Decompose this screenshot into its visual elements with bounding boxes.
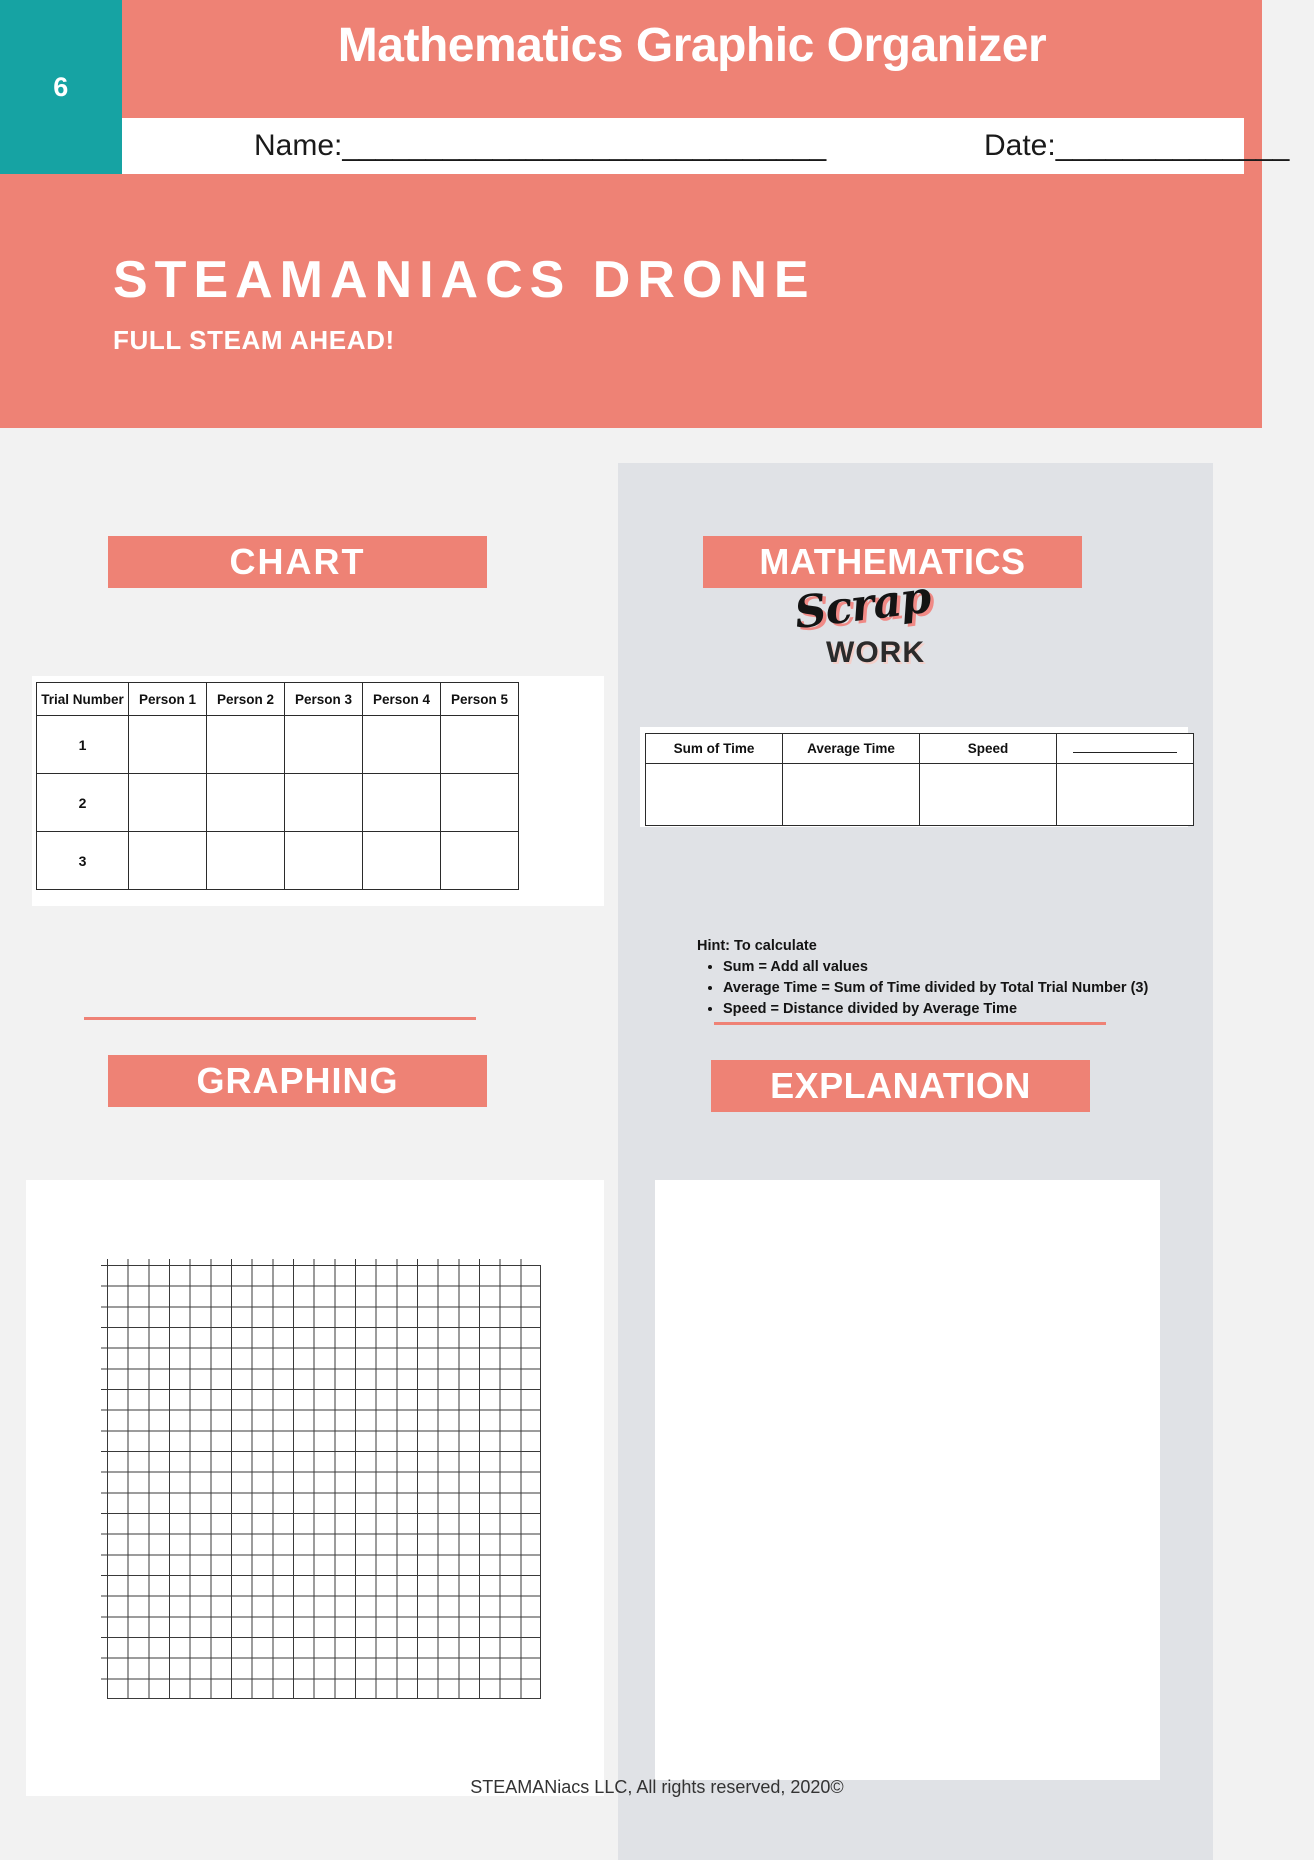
- chart-cell-r3c4[interactable]: [363, 832, 441, 890]
- chart-cell-r1c2[interactable]: [207, 716, 285, 774]
- table-row: [646, 764, 1194, 826]
- math-col-sum-of-time: Sum of Time: [646, 734, 783, 764]
- scrap-work-logo: [790, 571, 1010, 670]
- table-row: [37, 716, 519, 774]
- math-cell-sum-of-time[interactable]: [646, 764, 783, 826]
- hint-list: [723, 957, 1149, 1020]
- section-header-mathematics: MATHEMATICS: [703, 536, 1082, 588]
- math-cell-speed[interactable]: [920, 764, 1057, 826]
- section-header-graphing: GRAPHING: [108, 1055, 487, 1107]
- list-item: • Sum = Add all values: [723, 957, 1117, 978]
- header-band: [0, 0, 1290, 428]
- chart-cell-r2c2[interactable]: [207, 774, 285, 832]
- chart-col-person-1: Person 1: [129, 683, 207, 716]
- chart-cell-r2c4[interactable]: [363, 774, 441, 832]
- math-table-header-row: [646, 734, 1194, 764]
- chart-cell-r1c4[interactable]: [363, 716, 441, 774]
- explanation-write-area[interactable]: [655, 1180, 1160, 1780]
- brand-title: STEAMANIACS DRONE: [113, 251, 816, 309]
- hint-title: Hint: To calculate: [697, 938, 817, 954]
- math-col-blank[interactable]: [1057, 734, 1194, 764]
- scrap-work-text: WORK: [826, 636, 925, 669]
- chart-cell-trial-3: 3: [37, 832, 129, 890]
- chart-cell-r3c5[interactable]: [441, 832, 519, 890]
- chart-col-person-2: Person 2: [207, 683, 285, 716]
- chart-cell-trial-1: 1: [37, 716, 129, 774]
- table-row: [37, 832, 519, 890]
- chart-cell-r2c5[interactable]: [441, 774, 519, 832]
- chart-cell-r3c3[interactable]: [285, 832, 363, 890]
- scrap-script-text: Scrap: [791, 571, 934, 639]
- chart-cell-r2c1[interactable]: [129, 774, 207, 832]
- graph-paper-grid[interactable]: [107, 1265, 541, 1699]
- chart-cell-r1c1[interactable]: [129, 716, 207, 774]
- math-cell-average-time[interactable]: [783, 764, 920, 826]
- date-field-label[interactable]: Date:______________: [984, 129, 1290, 162]
- chart-cell-r3c2[interactable]: [207, 832, 285, 890]
- name-date-strip: [122, 118, 1290, 174]
- hint-block: [697, 938, 1149, 1020]
- divider-right: [714, 1022, 1106, 1025]
- chart-cell-r1c5[interactable]: [441, 716, 519, 774]
- chart-table-header-row: [37, 683, 519, 716]
- math-col-speed: Speed: [920, 734, 1057, 764]
- brand-subtitle: FULL STEAM AHEAD!: [113, 325, 395, 355]
- divider-left: [84, 1017, 476, 1020]
- page-title: Mathematics Graphic Organizer: [337, 19, 1047, 72]
- chart-col-person-4: Person 4: [363, 683, 441, 716]
- chart-cell-trial-2: 2: [37, 774, 129, 832]
- chart-cell-r3c1[interactable]: [129, 832, 207, 890]
- chart-cell-r1c3[interactable]: [285, 716, 363, 774]
- math-summary-table: [645, 733, 1194, 826]
- section-header-explanation: EXPLANATION: [711, 1060, 1090, 1112]
- list-item: • Average Time = Sum of Time divided by Total Trial Number (3): [723, 978, 1117, 999]
- section-header-chart: CHART: [108, 536, 487, 588]
- chart-col-trial-number: Trial Number: [37, 683, 129, 716]
- chart-data-table: [36, 682, 519, 890]
- math-cell-blank[interactable]: [1057, 764, 1194, 826]
- table-row: [37, 774, 519, 832]
- name-field-label[interactable]: Name:_____________________________: [254, 129, 827, 162]
- chart-col-person-3: Person 3: [285, 683, 363, 716]
- chart-cell-r2c3[interactable]: [285, 774, 363, 832]
- footer-copyright: STEAMANiacs LLC, All rights reserved, 2020©: [470, 1777, 844, 1797]
- math-col-average-time: Average Time: [783, 734, 920, 764]
- list-item: • Speed = Distance divided by Average Time: [723, 999, 1117, 1020]
- page-number-badge: [0, 0, 122, 174]
- page-number-text: 6: [53, 71, 69, 102]
- blank-line-icon: [1073, 741, 1177, 753]
- chart-col-person-5: Person 5: [441, 683, 519, 716]
